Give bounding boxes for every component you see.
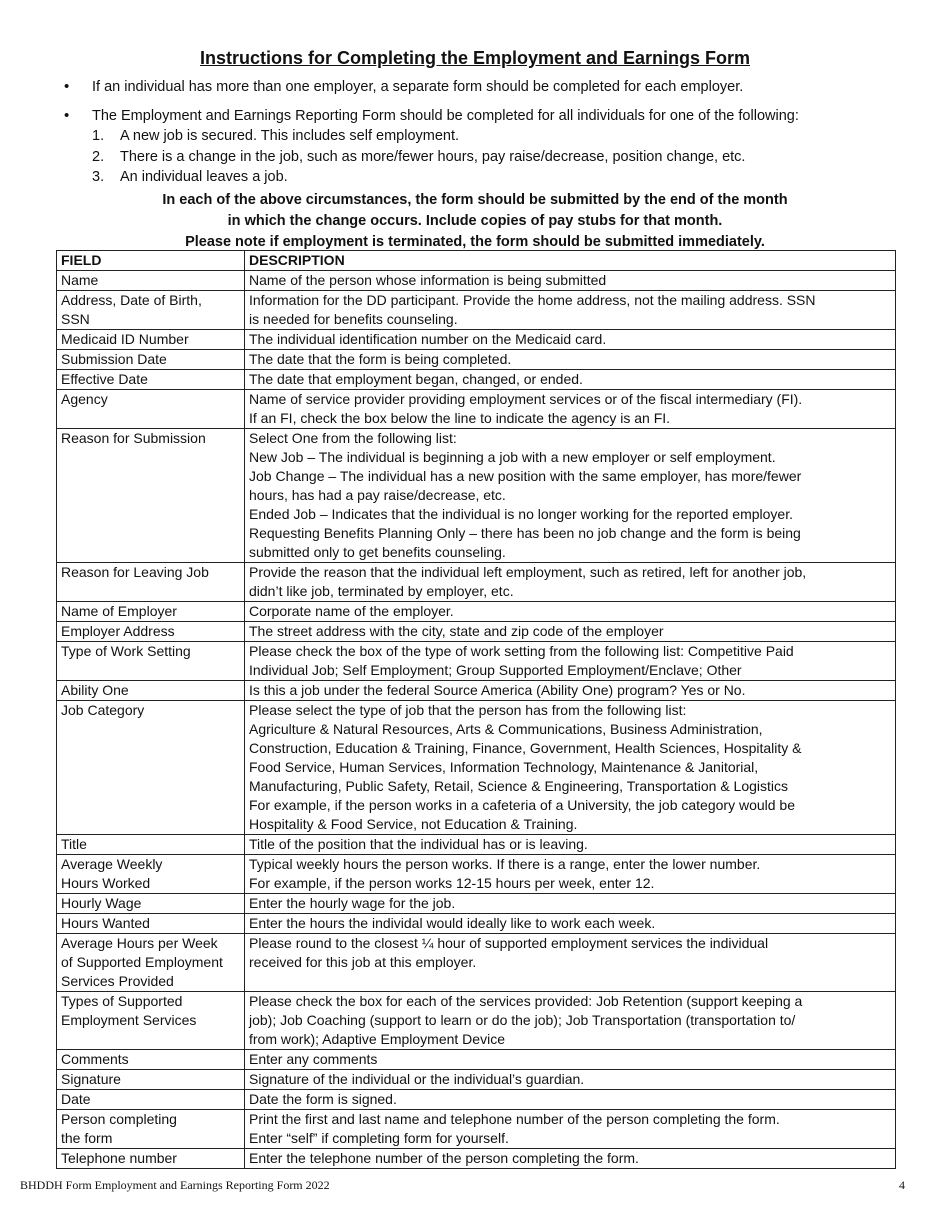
description-cell: [245, 330, 896, 350]
description-cell: [245, 835, 896, 855]
field-cell: [57, 1149, 245, 1169]
description-line: from work); Adaptive Employment Device: [249, 1031, 505, 1047]
bullet-text: If an individual has more than one employer, a separate form should be completed for each employer.: [92, 79, 744, 95]
description-line: Ended Job – Indicates that the individual is no longer working for the reported employer.: [249, 506, 793, 522]
item-number: 2.: [92, 148, 105, 165]
description-line: is needed for benefits counseling.: [249, 311, 458, 327]
table-row: [57, 835, 896, 855]
description-line: Construction, Education & Training, Finance, Government, Health Sciences, Hospitality &: [249, 740, 802, 756]
field-cell: [57, 855, 245, 894]
description-cell: [245, 622, 896, 642]
description-line: Select One from the following list:: [249, 430, 457, 446]
field-description-table: [56, 250, 896, 1169]
field-cell: [57, 1070, 245, 1090]
description-cell: [245, 350, 896, 370]
field-line: Date: [61, 1091, 91, 1107]
description-cell: [245, 370, 896, 390]
field-cell: [57, 563, 245, 602]
field-line: Comments: [61, 1051, 129, 1067]
numbered-item: [92, 147, 912, 168]
table-row: [57, 701, 896, 835]
description-line: Print the first and last name and telephone number of the person completing the form.: [249, 1111, 780, 1127]
field-cell: [57, 330, 245, 350]
description-line: Food Service, Human Services, Information Technology, Maintenance & Janitorial,: [249, 759, 759, 775]
field-line: Address, Date of Birth,: [61, 292, 202, 308]
description-cell: [245, 681, 896, 701]
description-line: Hospitality & Food Service, not Education & Training.: [249, 816, 578, 832]
header-description: DESCRIPTION: [245, 251, 896, 271]
description-line: Corporate name of the employer.: [249, 603, 454, 619]
description-line: Typical weekly hours the person works. If there is a range, enter the lower number.: [249, 856, 761, 872]
notice-line: in which the change occurs. Include copies of pay stubs for that month.: [227, 213, 723, 229]
table-row: [57, 390, 896, 429]
description-line: Name of service provider providing employment services or of the fiscal intermediary (FI).: [249, 391, 803, 407]
bullet-item: [62, 77, 912, 97]
description-line: Date the form is signed.: [249, 1091, 397, 1107]
description-line: Individual Job; Self Employment; Group Supported Employment/Enclave; Other: [249, 662, 742, 678]
numbered-item: [92, 167, 912, 188]
item-text: An individual leaves a job.: [120, 169, 288, 185]
description-cell: [245, 563, 896, 602]
notice-line: Please note if employment is terminated, the form should be submitted immediately.: [185, 234, 765, 250]
description-cell: [245, 934, 896, 992]
table-row: [57, 622, 896, 642]
field-cell: [57, 271, 245, 291]
field-line: Type of Work Setting: [61, 643, 191, 659]
field-line: Hourly Wage: [61, 895, 142, 911]
table-row: [57, 934, 896, 992]
table-row: [57, 291, 896, 330]
field-cell: [57, 934, 245, 992]
description-line: Enter any comments: [249, 1051, 378, 1067]
table-header-row: [57, 251, 896, 271]
field-line: SSN: [61, 311, 90, 327]
table-row: [57, 642, 896, 681]
table-row: [57, 855, 896, 894]
table-row: [57, 1070, 896, 1090]
field-line: Name of Employer: [61, 603, 177, 619]
description-line: Agriculture & Natural Resources, Arts & Communications, Business Administration,: [249, 721, 763, 737]
description-line: For example, if the person works 12-15 hours per week, enter 12.: [249, 875, 655, 891]
numbered-list: [92, 126, 912, 188]
description-line: Job Change – The individual has a new position with the same employer, has more/fewer: [249, 468, 802, 484]
description-line: Is this a job under the federal Source America (Ability One) program? Yes or No.: [249, 682, 746, 698]
field-line: Signature: [61, 1071, 121, 1087]
description-cell: [245, 914, 896, 934]
description-line: The date that the form is being completed.: [249, 351, 512, 367]
item-text: A new job is secured. This includes self employment.: [120, 128, 460, 144]
field-cell: [57, 894, 245, 914]
field-line: Average Hours per Week: [61, 935, 218, 951]
table-row: [57, 370, 896, 390]
description-line: Please round to the closest ¼ hour of supported employment services the individual: [249, 935, 769, 951]
description-line: job); Job Coaching (support to learn or do the job); Job Transportation (transportation to/: [249, 1012, 796, 1028]
description-line: Please check the box of the type of work setting from the following list: Competitive Paid: [249, 643, 794, 659]
description-line: Enter the hourly wage for the job.: [249, 895, 456, 911]
description-line: didn’t like job, terminated by employer, etc.: [249, 583, 514, 599]
page-title: Instructions for Completing the Employment and Earnings Form: [199, 48, 751, 68]
description-line: Information for the DD participant. Provide the home address, not the mailing address. SSN: [249, 292, 816, 308]
field-line: Reason for Submission: [61, 430, 206, 446]
table-row: [57, 914, 896, 934]
field-line: Name: [61, 272, 99, 288]
field-line: Ability One: [61, 682, 129, 698]
field-cell: [57, 1110, 245, 1149]
description-line: The street address with the city, state and zip code of the employer: [249, 623, 664, 639]
page-number: 4: [899, 1178, 905, 1192]
description-line: Signature of the individual or the individual’s guardian.: [249, 1071, 585, 1087]
table-row: [57, 602, 896, 622]
field-cell: [57, 370, 245, 390]
field-cell: [57, 992, 245, 1050]
description-line: Manufacturing, Public Safety, Retail, Science & Engineering, Transportation & Logistics: [249, 778, 789, 794]
description-cell: [245, 894, 896, 914]
table-row: [57, 350, 896, 370]
description-cell: [245, 992, 896, 1050]
field-cell: [57, 701, 245, 835]
field-line: Effective Date: [61, 371, 148, 387]
description-cell: [245, 390, 896, 429]
field-line: Job Category: [61, 702, 145, 718]
field-cell: [57, 642, 245, 681]
numbered-item: [92, 126, 912, 147]
field-cell: [57, 291, 245, 330]
description-cell: [245, 429, 896, 563]
description-cell: [245, 1149, 896, 1169]
field-line: Title: [61, 836, 87, 852]
table-row: [57, 1090, 896, 1110]
field-cell: [57, 681, 245, 701]
field-cell: [57, 602, 245, 622]
field-line: Hours Wanted: [61, 915, 150, 931]
description-line: Enter the telephone number of the person completing the form.: [249, 1150, 639, 1166]
description-cell: [245, 701, 896, 835]
field-line: Average Weekly: [61, 856, 163, 872]
field-line: the form: [61, 1130, 113, 1146]
description-cell: [245, 271, 896, 291]
table-row: [57, 1110, 896, 1149]
description-cell: [245, 855, 896, 894]
table-row: [57, 992, 896, 1050]
field-cell: [57, 350, 245, 370]
description-line: Enter the hours the individal would ideally like to work each week.: [249, 915, 656, 931]
description-line: Requesting Benefits Planning Only – there has been no job change and the form is being: [249, 525, 801, 541]
submission-notice: [0, 190, 950, 253]
item-number: 1.: [92, 128, 105, 144]
notice-line: In each of the above circumstances, the form should be submitted by the end of the month: [162, 192, 788, 208]
description-line: For example, if the person works in a cafeteria of a University, the job category would be: [249, 797, 796, 813]
field-line: Person completing: [61, 1111, 177, 1127]
description-line: If an FI, check the box below the line to indicate the agency is an FI.: [249, 410, 671, 426]
field-cell: [57, 1050, 245, 1070]
instruction-bullets: [62, 77, 912, 188]
description-line: Provide the reason that the individual left employment, such as retired, left for another job,: [249, 564, 807, 580]
item-text: There is a change in the job, such as more/fewer hours, pay raise/decrease, position change, etc.: [120, 148, 746, 165]
field-line: Submission Date: [61, 351, 167, 367]
description-line: Name of the person whose information is being submitted: [249, 272, 607, 288]
description-line: Enter “self” if completing form for yourself.: [249, 1130, 509, 1146]
field-line: Medicaid ID Number: [61, 331, 189, 347]
table-body: [57, 271, 896, 1169]
header-field: FIELD: [57, 251, 245, 271]
description-line: Please select the type of job that the person has from the following list:: [249, 702, 687, 718]
field-line: Employment Services: [61, 1012, 197, 1028]
description-cell: [245, 1050, 896, 1070]
field-cell: [57, 835, 245, 855]
field-line: Telephone number: [61, 1150, 177, 1166]
description-line: submitted only to get benefits counseling.: [249, 544, 506, 560]
footer-form-name: BHDDH Form Employment and Earnings Reporting Form 2022: [20, 1178, 330, 1192]
field-cell: [57, 1090, 245, 1110]
field-line: Reason for Leaving Job: [61, 564, 209, 580]
table-row: [57, 271, 896, 291]
table-row: [57, 429, 896, 563]
description-cell: [245, 291, 896, 330]
item-number: 3.: [92, 169, 105, 185]
page-footer: [20, 1178, 905, 1193]
description-cell: [245, 642, 896, 681]
table-row: [57, 330, 896, 350]
description-cell: [245, 1110, 896, 1149]
table-row: [57, 894, 896, 914]
table-row: [57, 681, 896, 701]
table-row: [57, 1149, 896, 1169]
field-cell: [57, 914, 245, 934]
field-line: Services Provided: [61, 973, 174, 989]
description-cell: [245, 602, 896, 622]
description-line: New Job – The individual is beginning a job with a new employer or self employment.: [249, 449, 776, 465]
field-line: Hours Worked: [61, 875, 151, 891]
field-line: Agency: [61, 391, 108, 407]
description-cell: [245, 1070, 896, 1090]
description-line: The individual identification number on the Medicaid card.: [249, 331, 607, 347]
description-line: The date that employment began, changed, or ended.: [249, 371, 583, 387]
field-cell: [57, 622, 245, 642]
field-cell: [57, 429, 245, 563]
field-line: Types of Supported: [61, 993, 183, 1009]
description-line: received for this job at this employer.: [249, 954, 477, 970]
description-line: Please check the box for each of the services provided: Job Retention (support keeping a: [249, 993, 803, 1009]
bullet-text: The Employment and Earnings Reporting Form should be completed for all individuals for one of the following:: [92, 108, 799, 124]
description-cell: [245, 1090, 896, 1110]
field-line: of Supported Employment: [61, 954, 223, 970]
table-row: [57, 1050, 896, 1070]
field-line: Employer Address: [61, 623, 175, 639]
field-cell: [57, 390, 245, 429]
table-row: [57, 563, 896, 602]
description-line: Title of the position that the individual has or is leaving.: [249, 836, 588, 852]
description-line: hours, has had a pay raise/decrease, etc.: [249, 487, 506, 503]
bullet-item: [62, 106, 912, 188]
